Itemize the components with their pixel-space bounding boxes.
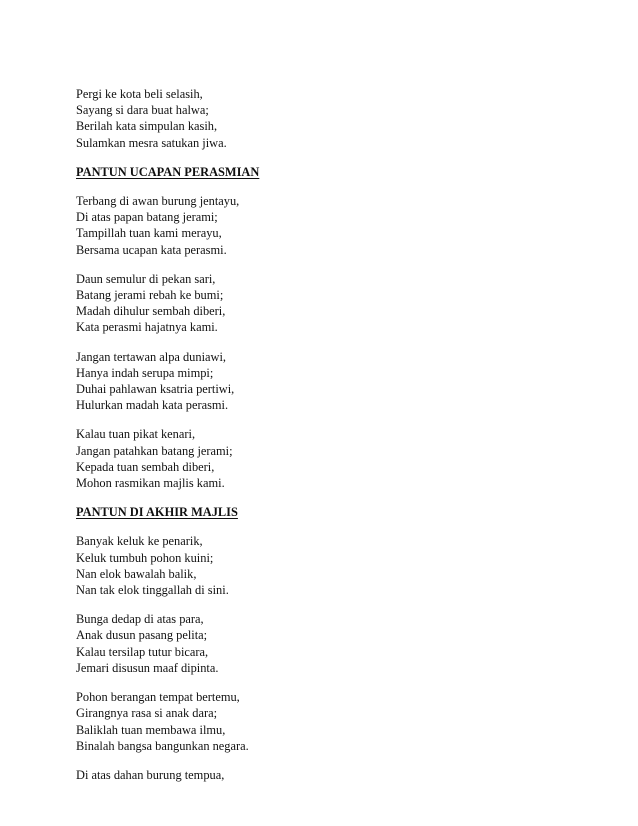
- pantun-stanza: [76, 86, 576, 151]
- stanza-line: Keluk tumbuh pohon kuini;: [76, 550, 214, 565]
- stanza-line: Kalau tersilap tutur bicara,: [76, 644, 209, 659]
- stanza-line: Hanya indah serupa mimpi;: [76, 365, 214, 380]
- pantun-stanza: [76, 767, 576, 783]
- stanza-line: Banyak keluk ke penarik,: [76, 534, 203, 549]
- stanza-line: Baliklah tuan membawa ilmu,: [76, 722, 226, 737]
- stanza-line: Hulurkan madah kata perasmi.: [76, 398, 229, 413]
- pantun-stanza: [76, 349, 576, 414]
- pantun-stanza: [76, 611, 576, 676]
- stanza-line: Mohon rasmikan majlis kami.: [76, 476, 225, 491]
- section-heading: PANTUN UCAPAN PERASMIAN: [76, 164, 260, 179]
- stanza-line: Kalau tuan pikat kenari,: [76, 427, 196, 442]
- stanza-line: Jangan patahkan batang jerami;: [76, 443, 233, 458]
- stanza-line: Bunga dedap di atas para,: [76, 612, 204, 627]
- pantun-stanza: [76, 271, 576, 336]
- document-body: [76, 86, 576, 796]
- stanza-line: Jemari disusun maaf dipinta.: [76, 660, 219, 675]
- stanza-line: Di atas dahan burung tempua,: [76, 767, 225, 782]
- stanza-line: Nan tak elok tinggallah di sini.: [76, 583, 229, 598]
- stanza-line: Girangnya rasa si anak dara;: [76, 706, 218, 721]
- stanza-line: Jangan tertawan alpa duniawi,: [76, 349, 227, 364]
- stanza-line: Sulamkan mesra satukan jiwa.: [76, 135, 227, 150]
- stanza-line: Pohon berangan tempat bertemu,: [76, 690, 240, 705]
- stanza-line: Anak dusun pasang pelita;: [76, 628, 208, 643]
- pantun-stanza: [76, 193, 576, 258]
- stanza-line: Duhai pahlawan ksatria pertiwi,: [76, 382, 235, 397]
- stanza-line: Pergi ke kota beli selasih,: [76, 87, 203, 101]
- stanza-line: Di atas papan batang jerami;: [76, 210, 218, 225]
- pantun-stanza: [76, 426, 576, 491]
- stanza-line: Bersama ucapan kata perasmi.: [76, 242, 227, 257]
- stanza-line: Binalah bangsa bangunkan negara.: [76, 738, 249, 753]
- stanza-line: Terbang di awan burung jentayu,: [76, 194, 240, 209]
- stanza-line: Daun semulur di pekan sari,: [76, 271, 216, 286]
- stanza-line: Tampillah tuan kami merayu,: [76, 226, 222, 241]
- pantun-stanza: [76, 533, 576, 598]
- stanza-line: Kata perasmi hajatnya kami.: [76, 320, 218, 335]
- pantun-stanza: [76, 689, 576, 754]
- stanza-line: Madah dihulur sembah diberi,: [76, 304, 226, 319]
- stanza-line: Batang jerami rebah ke bumi;: [76, 288, 224, 303]
- stanza-line: Sayang si dara buat halwa;: [76, 103, 209, 118]
- stanza-line: Kepada tuan sembah diberi,: [76, 459, 215, 474]
- section-heading: PANTUN DI AKHIR MAJLIS: [76, 505, 238, 520]
- stanza-line: Nan elok bawalah balik,: [76, 566, 197, 581]
- stanza-line: Berilah kata simpulan kasih,: [76, 119, 218, 134]
